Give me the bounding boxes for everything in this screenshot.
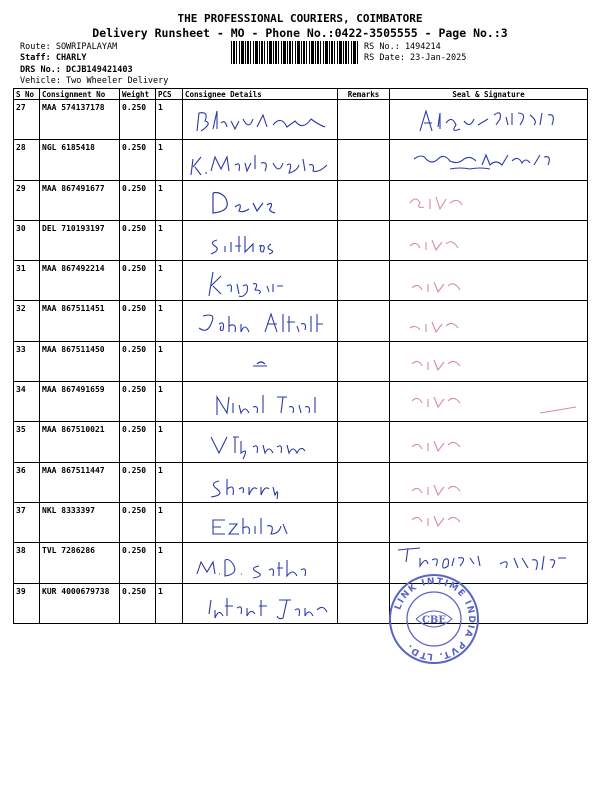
col-weight: Weight	[120, 89, 156, 100]
pcs-cell: 1	[156, 583, 183, 623]
weight-cell: 0.250	[120, 462, 156, 502]
sno-cell: 31	[14, 261, 40, 301]
handwritten-consignee	[183, 101, 333, 139]
col-consignment: Consignment No	[40, 89, 120, 100]
table-header-row	[14, 89, 588, 100]
signature-cell	[390, 100, 588, 140]
consignment-cell: MAA 574137178	[40, 100, 120, 140]
pcs-cell: 1	[156, 422, 183, 462]
signature-cell	[390, 140, 588, 180]
pcs-cell: 1	[156, 382, 183, 422]
handwritten-consignee	[183, 181, 333, 219]
handwritten-consignee	[183, 262, 333, 300]
handwritten-consignee	[183, 342, 333, 380]
consignee-handwriting	[183, 422, 338, 462]
consignment-cell: MAA 867491677	[40, 180, 120, 220]
consignment-cell: MAA 867491659	[40, 382, 120, 422]
rs-date: RS Date: 23-Jan-2025	[364, 53, 467, 63]
handwritten-signature	[390, 181, 586, 219]
barcode-image	[231, 41, 358, 64]
pcs-cell: 1	[156, 140, 183, 180]
remarks-cell	[338, 543, 390, 583]
handwritten-consignee	[183, 463, 333, 501]
consignee-handwriting	[183, 140, 338, 180]
handwritten-consignee	[183, 504, 333, 542]
table-row	[14, 422, 588, 462]
handwritten-consignee	[183, 383, 333, 421]
consignee-handwriting	[183, 220, 338, 260]
pcs-cell: 1	[156, 462, 183, 502]
sno-cell: 28	[14, 140, 40, 180]
sno-cell: 36	[14, 462, 40, 502]
signature-cell	[390, 422, 588, 462]
company-title: THE PROFESSIONAL COURIERS, COIMBATORE	[177, 12, 423, 25]
sno-cell: 29	[14, 180, 40, 220]
weight-cell: 0.250	[120, 261, 156, 301]
table-row	[14, 180, 588, 220]
handwritten-signature	[390, 342, 586, 380]
remarks-cell	[338, 583, 390, 623]
pcs-cell: 1	[156, 261, 183, 301]
handwritten-signature	[390, 383, 586, 421]
pcs-cell: 1	[156, 100, 183, 140]
pcs-cell: 1	[156, 341, 183, 381]
col-sno: S No	[14, 89, 40, 100]
consignee-handwriting	[183, 502, 338, 542]
table-row	[14, 543, 588, 583]
handwritten-signature	[390, 302, 586, 340]
table-row	[14, 502, 588, 542]
weight-cell: 0.250	[120, 100, 156, 140]
runsheet-table	[13, 88, 588, 624]
runsheet-subtitle: Delivery Runsheet - MO - Phone No.:0422-3505555 - Page No.:3	[92, 26, 508, 40]
handwritten-consignee	[183, 222, 333, 260]
consignee-handwriting	[183, 341, 338, 381]
consignment-cell: MAA 867510021	[40, 422, 120, 462]
pcs-cell: 1	[156, 502, 183, 542]
consignee-handwriting	[183, 180, 338, 220]
handwritten-consignee	[183, 544, 333, 582]
signature-cell	[390, 502, 588, 542]
sno-cell: 39	[14, 583, 40, 623]
consignment-cell: MAA 867492214	[40, 261, 120, 301]
handwritten-signature	[390, 141, 586, 179]
weight-cell: 0.250	[120, 301, 156, 341]
consignee-handwriting	[183, 100, 338, 140]
pcs-cell: 1	[156, 220, 183, 260]
sno-cell: 27	[14, 100, 40, 140]
signature-cell	[390, 462, 588, 502]
consignment-cell: DEL 710193197	[40, 220, 120, 260]
handwritten-signature	[390, 262, 586, 300]
handwritten-signature	[390, 463, 586, 501]
remarks-cell	[338, 180, 390, 220]
col-remarks: Remarks	[338, 89, 390, 100]
handwritten-signature	[390, 423, 586, 461]
svg-text:LINK INTIME INDIA PVT. LTD.: LINK INTIME INDIA PVT. LTD.	[393, 576, 477, 662]
signature-cell	[390, 261, 588, 301]
signature-cell	[390, 180, 588, 220]
pcs-cell: 1	[156, 543, 183, 583]
handwritten-consignee	[183, 423, 333, 461]
consignment-cell: MAA 867511447	[40, 462, 120, 502]
col-pcs: PCS	[156, 89, 183, 100]
consignee-handwriting	[183, 301, 338, 341]
weight-cell: 0.250	[120, 220, 156, 260]
weight-cell: 0.250	[120, 382, 156, 422]
table-row	[14, 100, 588, 140]
handwritten-signature	[390, 101, 586, 139]
sno-cell: 30	[14, 220, 40, 260]
remarks-cell	[338, 382, 390, 422]
vehicle-label: Vehicle: Two Wheeler Delivery	[20, 76, 169, 86]
weight-cell: 0.250	[120, 502, 156, 542]
consignment-cell: TVL 7286286	[40, 543, 120, 583]
handwritten-signature	[390, 504, 586, 542]
table-row	[14, 301, 588, 341]
remarks-cell	[338, 462, 390, 502]
weight-cell: 0.250	[120, 583, 156, 623]
handwritten-consignee	[183, 302, 333, 340]
pcs-cell: 1	[156, 180, 183, 220]
weight-cell: 0.250	[120, 341, 156, 381]
remarks-cell	[338, 422, 390, 462]
weight-cell: 0.250	[120, 422, 156, 462]
sno-cell: 38	[14, 543, 40, 583]
weight-cell: 0.250	[120, 180, 156, 220]
weight-cell: 0.250	[120, 140, 156, 180]
consignment-cell: KUR 4000679738	[40, 583, 120, 623]
rs-number: RS No.: 1494214	[364, 42, 441, 52]
weight-cell: 0.250	[120, 543, 156, 583]
table-row	[14, 462, 588, 502]
table-row	[14, 220, 588, 260]
remarks-cell	[338, 261, 390, 301]
consignment-cell: NKL 8333397	[40, 502, 120, 542]
consignee-handwriting	[183, 261, 338, 301]
signature-cell	[390, 341, 588, 381]
consignee-handwriting	[183, 543, 338, 583]
consignee-handwriting	[183, 462, 338, 502]
sno-cell: 37	[14, 502, 40, 542]
consignment-cell: NGL 6185418	[40, 140, 120, 180]
handwritten-consignee	[183, 584, 333, 622]
signature-cell	[390, 220, 588, 260]
handwritten-signature	[390, 222, 586, 260]
staff-label: Staff: CHARLY	[20, 53, 87, 63]
svg-text:CBE: CBE	[421, 615, 447, 626]
sno-cell: 33	[14, 341, 40, 381]
consignee-handwriting	[183, 583, 338, 623]
consignment-cell: MAA 867511451	[40, 301, 120, 341]
table-row	[14, 140, 588, 180]
table-row	[14, 341, 588, 381]
remarks-cell	[338, 220, 390, 260]
company-seal-stamp	[388, 573, 480, 665]
table-row	[14, 583, 588, 623]
col-signature: Seal & Signature	[390, 89, 588, 100]
remarks-cell	[338, 301, 390, 341]
consignee-handwriting	[183, 382, 338, 422]
col-consignee: Consignee Details	[183, 89, 338, 100]
sno-cell: 35	[14, 422, 40, 462]
table-row	[14, 261, 588, 301]
sno-cell: 32	[14, 301, 40, 341]
route-label: Route: SOWRIPALAYAM	[20, 42, 118, 52]
remarks-cell	[338, 341, 390, 381]
signature-cell	[390, 301, 588, 341]
remarks-cell	[338, 100, 390, 140]
table-row	[14, 382, 588, 422]
drs-number: DRS No.: DCJB149421403	[20, 65, 133, 75]
handwritten-consignee	[183, 141, 333, 179]
signature-cell	[390, 382, 588, 422]
consignment-cell: MAA 867511450	[40, 341, 120, 381]
sno-cell: 34	[14, 382, 40, 422]
pcs-cell: 1	[156, 301, 183, 341]
remarks-cell	[338, 140, 390, 180]
remarks-cell	[338, 502, 390, 542]
